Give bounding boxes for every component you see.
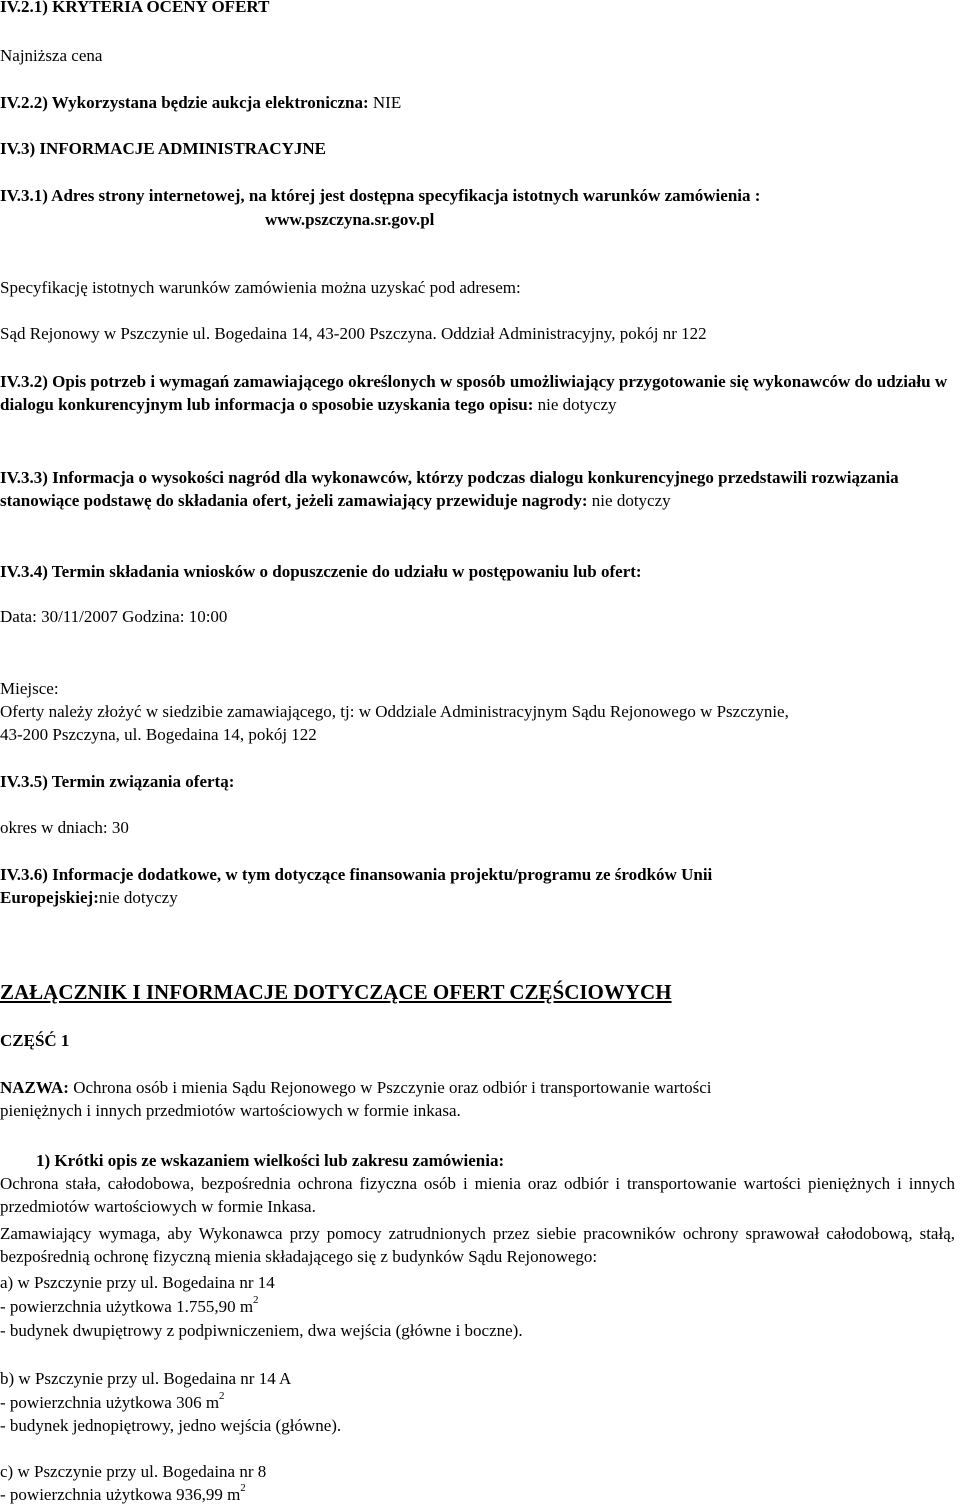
iv-3-3-value: nie dotyczy <box>591 491 671 510</box>
building-c-area: - powierzchnia użytkowa 936,99 $m^2$ <box>0 1482 246 1504</box>
iv-3-5-label: IV.3.5) Termin związania ofertą: <box>0 772 235 791</box>
heading-iv-3: IV.3) INFORMACJE ADMINISTRACYJNE <box>0 139 327 158</box>
area-unit-superscript: 2 <box>219 1390 225 1403</box>
area-unit-superscript: 2 <box>253 1294 259 1307</box>
building-b-address: b) w Pszczynie przy ul. Bogedaina nr 14 A <box>0 1369 292 1388</box>
name-line-2: pieniężnych i innych przedmiotów wartościowych w formie inkasa. <box>0 1101 461 1120</box>
iv-3-2-block <box>0 370 955 416</box>
place-line-2: 43-200 Pszczyna, ul. Bogedaina 14, pokój 122 <box>0 725 317 744</box>
annex-title: ZAŁĄCZNIK I INFORMACJE DOTYCZĄCE OFERT CZĘŚCIOWYCH <box>0 980 672 1004</box>
building-c-address: c) w Pszczynie przy ul. Bogedaina nr 8 <box>0 1462 267 1481</box>
deadline-date: Data: 30/11/2007 Godzina: 10:00 <box>0 607 228 626</box>
iv-3-6-label-2: Europejskiej: <box>0 888 99 907</box>
iv-3-6-value: nie dotyczy <box>98 888 178 907</box>
place-line-1: Oferty należy złożyć w siedzibie zamawiającego, tj: w Oddziale Administracyjnym Sądu Rejonowego w Pszczynie, <box>0 702 789 721</box>
spec-address: Sąd Rejonowy w Pszczynie ul. Bogedaina 14, 43-200 Pszczyna. Oddział Administracyjny, pokój nr 122 <box>0 324 707 343</box>
spec-address-label: IV.3.1) Adres strony internetowej, na której jest dostępna specyfikacja istotnych warunków zamówienia : <box>0 186 761 205</box>
name-label: NAZWA: <box>0 1078 69 1097</box>
building-b-area: - powierzchnia użytkowa 306 $m^2$ <box>0 1390 225 1412</box>
area-unit-superscript: 2 <box>240 1482 246 1495</box>
building-b-description: - budynek jednopiętrowy, jedno wejścia (główne). <box>0 1416 342 1435</box>
iv-3-6-row <box>0 886 178 909</box>
short-description-heading: 1) Krótki opis ze wskazaniem wielkości lub zakresu zamówienia: <box>36 1151 505 1170</box>
place-label: Miejsce: <box>0 679 59 698</box>
description-paragraph-2: Zamawiający wymaga, aby Wykonawca przy pomocy zatrudnionych przez siebie pracowników ochrony sprawował całodobową, stałą, bezpośrednią ochronę fizyczną mienia składającego się z budynków Sądu Rejonowego: <box>0 1224 955 1266</box>
auction-label: IV.2.2) Wykorzystana będzie aukcja elektroniczna: <box>0 93 369 112</box>
auction-value: NIE <box>372 93 402 112</box>
iv-3-3-block <box>0 466 955 512</box>
building-a-area: - powierzchnia użytkowa 1.755,90 $m^2$ <box>0 1294 259 1316</box>
heading-iv-2-1: IV.2.1) KRYTERIA OCENY OFERT <box>0 0 270 16</box>
name-line-1: Ochrona osób i mienia Sądu Rejonowego w Pszczynie oraz odbiór i transportowanie wartości <box>73 1078 712 1097</box>
iv-3-2-label: IV.3.2) Opis potrzeb i wymagań zamawiającego określonych w sposób umożliwiający przygotowanie się wykonawców do udziału w dialogu konkurencyjnym lub informacja o sposobie uzyskania tego opisu: <box>0 372 948 414</box>
name-row <box>0 1076 711 1099</box>
spec-url[interactable]: www.pszczyna.sr.gov.pl <box>265 210 435 229</box>
building-a-address: a) w Pszczynie przy ul. Bogedaina nr 14 <box>0 1273 275 1292</box>
spec-text: Specyfikację istotnych warunków zamówienia można uzyskać pod adresem: <box>0 278 521 297</box>
iv-3-3-label: IV.3.3) Informacja o wysokości nagród dla wykonawców, którzy podczas dialogu konkurencyjnego przedstawili rozwiązania stanowiące podstawę do składania ofert, jeżeli zamawiający przewiduje nagrody: <box>0 468 899 510</box>
iv-3-5-value: okres w dniach: 30 <box>0 818 129 837</box>
part-label: CZĘŚĆ 1 <box>0 1031 70 1050</box>
description-paragraph-1: Ochrona stała, całodobowa, bezpośrednia ochrona fizyczna osób i mienia oraz odbiór i transportowanie wartości pieniężnych i innych przedmiotów wartościowych w formie Inkasa. <box>0 1174 955 1216</box>
auction-row <box>0 91 401 114</box>
iv-3-6-label-1: IV.3.6) Informacje dodatkowe, w tym dotyczące finansowania projektu/programu ze środków Unii <box>0 865 713 884</box>
iv-3-2-value: nie dotyczy <box>537 395 617 414</box>
iv-3-4-label: IV.3.4) Termin składania wniosków o dopuszczenie do udziału w postępowaniu lub ofert: <box>0 562 642 581</box>
criteria-value: Najniższa cena <box>0 46 103 65</box>
building-a-description: - budynek dwupiętrowy z podpiwniczeniem, dwa wejścia (główne i boczne). <box>0 1321 523 1340</box>
